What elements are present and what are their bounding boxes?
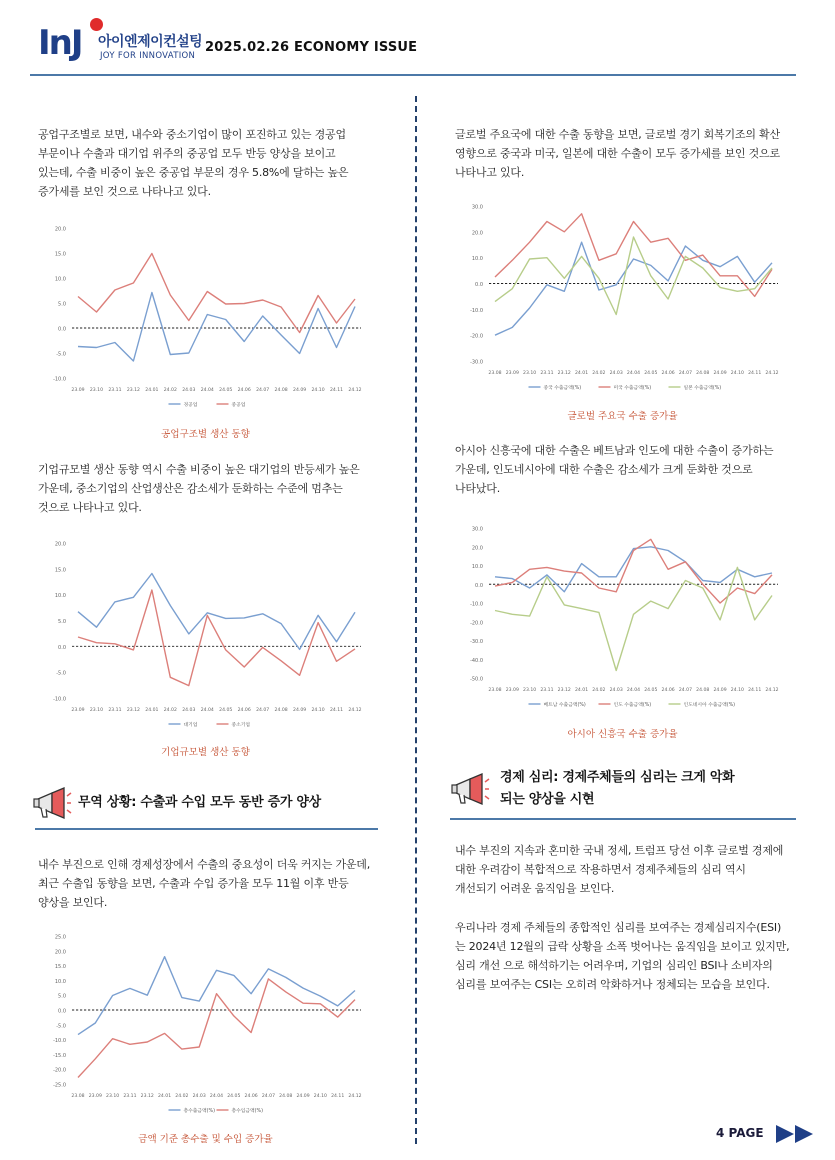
y-tick-label: -5.0 bbox=[56, 670, 66, 677]
x-tick-label: 24.05 bbox=[644, 688, 658, 693]
y-tick-label: 20.0 bbox=[54, 541, 66, 548]
y-tick-label: -30.0 bbox=[470, 639, 483, 645]
double-arrow-icon bbox=[775, 1124, 817, 1148]
x-tick-label: 24.11 bbox=[748, 688, 762, 693]
x-tick-label: 24.07 bbox=[261, 1094, 276, 1099]
x-tick-label: 24.12 bbox=[348, 388, 362, 393]
y-tick-label: -10.0 bbox=[470, 307, 483, 314]
legend-label: 중공업 bbox=[231, 402, 246, 408]
x-tick-label: 24.08 bbox=[274, 708, 288, 713]
logo-tagline: JOY FOR INNOVATION bbox=[100, 51, 196, 61]
y-tick-label: 10.0 bbox=[54, 593, 66, 600]
x-tick-label: 24.04 bbox=[209, 1094, 224, 1099]
x-tick-label: 24.08 bbox=[279, 1094, 293, 1099]
right-paragraph-3: 내수 부진의 지속과 혼미한 국내 정세, 트럼프 당선 이후 글로벌 경제에 대한 우려감이 복합적으로 작용하면서 경제주체들의 심리 역시 개선되기 어려운 움직임을 보인다. bbox=[455, 844, 784, 895]
legend-label: 인도 수출금액(%) bbox=[613, 702, 652, 708]
x-tick-label: 23.09 bbox=[88, 1094, 102, 1099]
column-divider bbox=[415, 96, 417, 1144]
chart-svg bbox=[455, 198, 790, 403]
y-tick-label: -10.0 bbox=[470, 601, 483, 608]
x-tick-label: 24.06 bbox=[661, 371, 675, 376]
x-tick-label: 24.03 bbox=[182, 388, 196, 393]
x-tick-label: 24.01 bbox=[157, 1094, 172, 1099]
y-tick-label: 5.0 bbox=[58, 619, 66, 625]
x-tick-label: 23.12 bbox=[140, 1094, 154, 1099]
x-tick-label: 24.05 bbox=[219, 388, 233, 393]
y-tick-label: -5.0 bbox=[56, 1023, 66, 1030]
x-tick-label: 23.10 bbox=[106, 1094, 120, 1099]
y-tick-label: 10.0 bbox=[471, 564, 483, 570]
chart-total-export-import bbox=[38, 928, 373, 1126]
right-paragraph-2: 아시아 신흥국에 대한 수출은 베트남과 인도에 대한 수출이 증가하는 가운데, 인도네시아에 대한 수출은 감소세가 크게 둔화한 것으로 나타났다. bbox=[455, 444, 774, 495]
x-tick-label: 23.09 bbox=[505, 371, 519, 376]
x-tick-label: 24.04 bbox=[200, 388, 214, 393]
right-paragraph-4: 우리나라 경제 주체들의 종합적인 심리를 보여주는 경제심리지수(ESI)는 2024년 12월의 급락 상황을 소폭 벗어나는 움직임을 보이고 있지만, 심리 개선 으로 해석하기는 어려우며, 기업의 심리인 BSI나 소비자의 심리를 보여주는 CSI는 오히려 악화하거나 정체되는 모습을 보인다. bbox=[455, 921, 790, 991]
header-divider bbox=[30, 74, 796, 76]
x-tick-label: 24.07 bbox=[256, 388, 270, 393]
y-tick-label: 0.0 bbox=[58, 326, 66, 333]
x-tick-label: 23.09 bbox=[71, 388, 85, 393]
x-tick-label: 23.10 bbox=[89, 388, 104, 393]
x-tick-label: 24.09 bbox=[293, 708, 307, 713]
x-tick-label: 24.07 bbox=[678, 688, 693, 693]
x-tick-label: 23.11 bbox=[108, 388, 122, 393]
series-line bbox=[495, 547, 772, 592]
x-tick-label: 24.08 bbox=[696, 688, 710, 693]
x-tick-label: 23.08 bbox=[71, 1094, 85, 1099]
legend-label: 중국 수출금액(%) bbox=[543, 385, 582, 391]
x-tick-label: 24.01 bbox=[145, 708, 159, 713]
x-tick-label: 23.11 bbox=[540, 371, 554, 376]
x-tick-label: 24.12 bbox=[348, 1094, 362, 1099]
y-tick-label: -10.0 bbox=[53, 1038, 66, 1045]
legend-label: 총수입금액(%) bbox=[231, 1108, 263, 1114]
x-tick-label: 24.04 bbox=[626, 371, 641, 376]
caption-firm-size: 기업규모별 생산 동향 bbox=[161, 747, 250, 758]
x-tick-label: 24.09 bbox=[296, 1094, 310, 1099]
y-tick-label: -10.0 bbox=[53, 376, 66, 383]
x-tick-label: 24.08 bbox=[274, 388, 288, 393]
x-tick-label: 24.03 bbox=[182, 708, 196, 713]
series-line bbox=[78, 574, 355, 650]
x-tick-label: 23.11 bbox=[540, 688, 554, 693]
x-tick-label: 24.11 bbox=[331, 1094, 345, 1099]
x-tick-label: 24.12 bbox=[765, 371, 779, 376]
megaphone-icon bbox=[32, 786, 72, 826]
x-tick-label: 24.01 bbox=[145, 388, 159, 393]
y-tick-label: 20.0 bbox=[54, 949, 66, 956]
y-tick-label: 25.0 bbox=[54, 934, 66, 941]
x-tick-label: 23.09 bbox=[505, 688, 519, 693]
section-divider-trade bbox=[35, 828, 378, 830]
legend-label: 총수출금액(%) bbox=[183, 1108, 215, 1114]
x-tick-label: 24.06 bbox=[661, 688, 675, 693]
y-tick-label: 5.0 bbox=[58, 993, 66, 1000]
x-tick-label: 24.02 bbox=[163, 708, 177, 713]
x-tick-label: 24.10 bbox=[311, 708, 325, 713]
caption-asia-emerging-export: 아시아 신흥국 수출 증가율 bbox=[567, 729, 678, 740]
x-tick-label: 24.11 bbox=[329, 388, 344, 393]
legend-label: 일본 수출금액(%) bbox=[683, 385, 722, 391]
x-tick-label: 24.06 bbox=[237, 388, 251, 393]
x-tick-label: 24.12 bbox=[348, 708, 362, 713]
y-tick-label: 10.0 bbox=[54, 978, 66, 985]
legend-label: 미국 수출금액(%) bbox=[613, 385, 652, 391]
left-paragraph-3: 내수 부진으로 인해 경제성장에서 수출의 중요성이 더욱 커지는 가운데, 최근 수출입 동향을 보면, 수출과 수입 증가율 모두 11월 이후 반등 양상을 보인다. bbox=[38, 858, 371, 909]
y-tick-label: -40.0 bbox=[470, 657, 483, 664]
header-title: 2025.02.26 ECONOMY ISSUE bbox=[205, 40, 418, 55]
x-tick-label: 24.09 bbox=[713, 371, 727, 376]
series-line bbox=[495, 214, 772, 297]
chart-svg bbox=[455, 520, 790, 720]
x-tick-label: 24.01 bbox=[574, 371, 589, 376]
chart-major-countries-export bbox=[455, 198, 790, 403]
y-tick-label: 10.0 bbox=[54, 276, 66, 283]
y-tick-label: 15.0 bbox=[54, 567, 66, 574]
y-tick-label: 0.0 bbox=[58, 644, 66, 651]
y-tick-label: 10.0 bbox=[471, 256, 483, 263]
x-tick-label: 23.11 bbox=[123, 1094, 137, 1099]
section-title-trade: 무역 상황: 수출과 수입 모두 동반 증가 양상 bbox=[78, 795, 321, 810]
y-tick-label: -20.0 bbox=[470, 333, 483, 340]
chart-svg bbox=[38, 535, 373, 740]
x-tick-label: 24.05 bbox=[219, 708, 233, 713]
x-tick-label: 24.03 bbox=[609, 371, 623, 376]
x-tick-label: 24.06 bbox=[237, 708, 251, 713]
x-tick-label: 24.10 bbox=[730, 371, 744, 376]
chart-svg bbox=[38, 220, 373, 420]
y-tick-label: 20.0 bbox=[54, 226, 66, 233]
y-tick-label: 30.0 bbox=[471, 526, 483, 533]
megaphone-icon bbox=[450, 772, 490, 812]
y-tick-label: -15.0 bbox=[53, 1052, 66, 1059]
chart-firm-size bbox=[38, 535, 373, 740]
x-tick-label: 24.07 bbox=[678, 371, 693, 376]
x-tick-label: 24.02 bbox=[592, 688, 606, 693]
legend-label: 경공업 bbox=[183, 402, 198, 408]
chart-asia-emerging-export bbox=[455, 520, 790, 720]
y-tick-label: 0.0 bbox=[475, 582, 483, 589]
logo-company-name: 아이엔제이컨설팅 bbox=[98, 34, 203, 50]
x-tick-label: 23.10 bbox=[523, 371, 537, 376]
x-tick-label: 24.01 bbox=[574, 688, 589, 693]
section-title-sentiment-line2: 되는 양상을 시현 bbox=[500, 792, 595, 807]
x-tick-label: 24.08 bbox=[696, 371, 710, 376]
legend-label: 베트남 수출금액(%) bbox=[543, 702, 586, 708]
x-tick-label: 24.09 bbox=[713, 688, 727, 693]
x-tick-label: 24.06 bbox=[244, 1094, 258, 1099]
x-tick-label: 24.09 bbox=[293, 388, 307, 393]
x-tick-label: 23.12 bbox=[557, 371, 571, 376]
page-number: 4 PAGE bbox=[716, 1126, 764, 1140]
logo-dot-icon bbox=[90, 18, 103, 31]
x-tick-label: 23.08 bbox=[488, 371, 502, 376]
x-tick-label: 24.11 bbox=[748, 371, 762, 376]
legend-label: 중소기업 bbox=[231, 722, 251, 728]
x-tick-label: 24.10 bbox=[313, 1094, 327, 1099]
x-tick-label: 23.11 bbox=[108, 708, 122, 713]
x-tick-label: 24.03 bbox=[609, 688, 623, 693]
y-tick-label: 15.0 bbox=[54, 964, 66, 971]
x-tick-label: 23.12 bbox=[557, 688, 571, 693]
series-line bbox=[78, 293, 355, 362]
left-paragraph-1: 공업구조별로 보면, 내수와 중소기업이 많이 포진하고 있는 경공업 부문이나 수출과 대기업 위주의 중공업 모두 반등 양상을 보이고 있는데, 수출 비중이 높은 중공업 부문의 경우 5.8%에 달하는 높은 증가세를 보인 것으로 나타나고 있다. bbox=[38, 128, 349, 198]
section-divider-sentiment bbox=[450, 818, 796, 820]
caption-major-countries-export: 글로벌 주요국 수출 증가율 bbox=[567, 411, 678, 422]
section-title-sentiment-line1: 경제 심리: 경제주체들의 심리는 크게 악화 bbox=[500, 770, 735, 785]
y-tick-label: -20.0 bbox=[53, 1067, 66, 1074]
x-tick-label: 24.07 bbox=[256, 708, 270, 713]
x-tick-label: 24.04 bbox=[626, 688, 641, 693]
y-tick-label: 5.0 bbox=[58, 301, 66, 308]
caption-total-export-import: 금액 기준 총수출 및 수입 증가율 bbox=[138, 1134, 273, 1145]
y-tick-label: -20.0 bbox=[470, 620, 483, 627]
x-tick-label: 23.10 bbox=[89, 708, 104, 713]
series-line bbox=[495, 242, 772, 335]
y-tick-label: 30.0 bbox=[471, 204, 483, 211]
y-tick-label: -5.0 bbox=[56, 351, 66, 358]
x-tick-label: 24.11 bbox=[329, 708, 344, 713]
x-tick-label: 24.12 bbox=[765, 688, 779, 693]
section-title-sentiment bbox=[500, 767, 795, 811]
x-tick-label: 24.02 bbox=[163, 388, 177, 393]
left-paragraph-2: 기업규모별 생산 동향 역시 수출 비중이 높은 대기업의 반등세가 높은 가운데, 중소기업의 산업생산은 감소세가 둔화하는 수준에 멈추는 것으로 나타나고 있다. bbox=[38, 463, 360, 514]
x-tick-label: 24.05 bbox=[227, 1094, 241, 1099]
x-tick-label: 24.03 bbox=[192, 1094, 206, 1099]
y-tick-label: -10.0 bbox=[53, 696, 66, 703]
x-tick-label: 24.04 bbox=[200, 708, 214, 713]
chart-svg bbox=[38, 928, 373, 1126]
y-tick-label: 0.0 bbox=[475, 282, 483, 288]
series-line bbox=[78, 979, 355, 1078]
y-tick-label: -50.0 bbox=[470, 676, 483, 683]
y-tick-label: 0.0 bbox=[58, 1008, 66, 1015]
x-tick-label: 23.09 bbox=[71, 708, 85, 713]
x-tick-label: 24.05 bbox=[644, 371, 658, 376]
y-tick-label: -25.0 bbox=[53, 1082, 66, 1089]
x-tick-label: 23.12 bbox=[126, 388, 140, 393]
y-tick-label: 20.0 bbox=[471, 230, 483, 237]
series-line bbox=[78, 590, 355, 686]
y-tick-label: -30.0 bbox=[470, 359, 483, 366]
logo-inj-text: InJ bbox=[38, 23, 82, 63]
y-tick-label: 20.0 bbox=[471, 545, 483, 552]
x-tick-label: 24.02 bbox=[175, 1094, 189, 1099]
y-tick-label: 15.0 bbox=[54, 251, 66, 258]
legend-label: 인도네시아 수출금액(%) bbox=[683, 702, 736, 708]
x-tick-label: 23.12 bbox=[126, 708, 140, 713]
right-paragraph-1: 글로벌 주요국에 대한 수출 동향을 보면, 글로벌 경기 회복기조의 확산 영향으로 중국과 미국, 일본에 대한 수출이 모두 증가세를 보인 것으로 나타나고 있다. bbox=[455, 128, 780, 179]
x-tick-label: 24.10 bbox=[311, 388, 325, 393]
chart-industry-structure bbox=[38, 220, 373, 420]
x-tick-label: 24.02 bbox=[592, 371, 606, 376]
x-tick-label: 23.08 bbox=[488, 688, 502, 693]
x-tick-label: 23.10 bbox=[523, 688, 537, 693]
caption-industry-structure: 공업구조별 생산 동향 bbox=[161, 429, 250, 440]
x-tick-label: 24.10 bbox=[730, 688, 744, 693]
legend-label: 대기업 bbox=[183, 722, 198, 728]
